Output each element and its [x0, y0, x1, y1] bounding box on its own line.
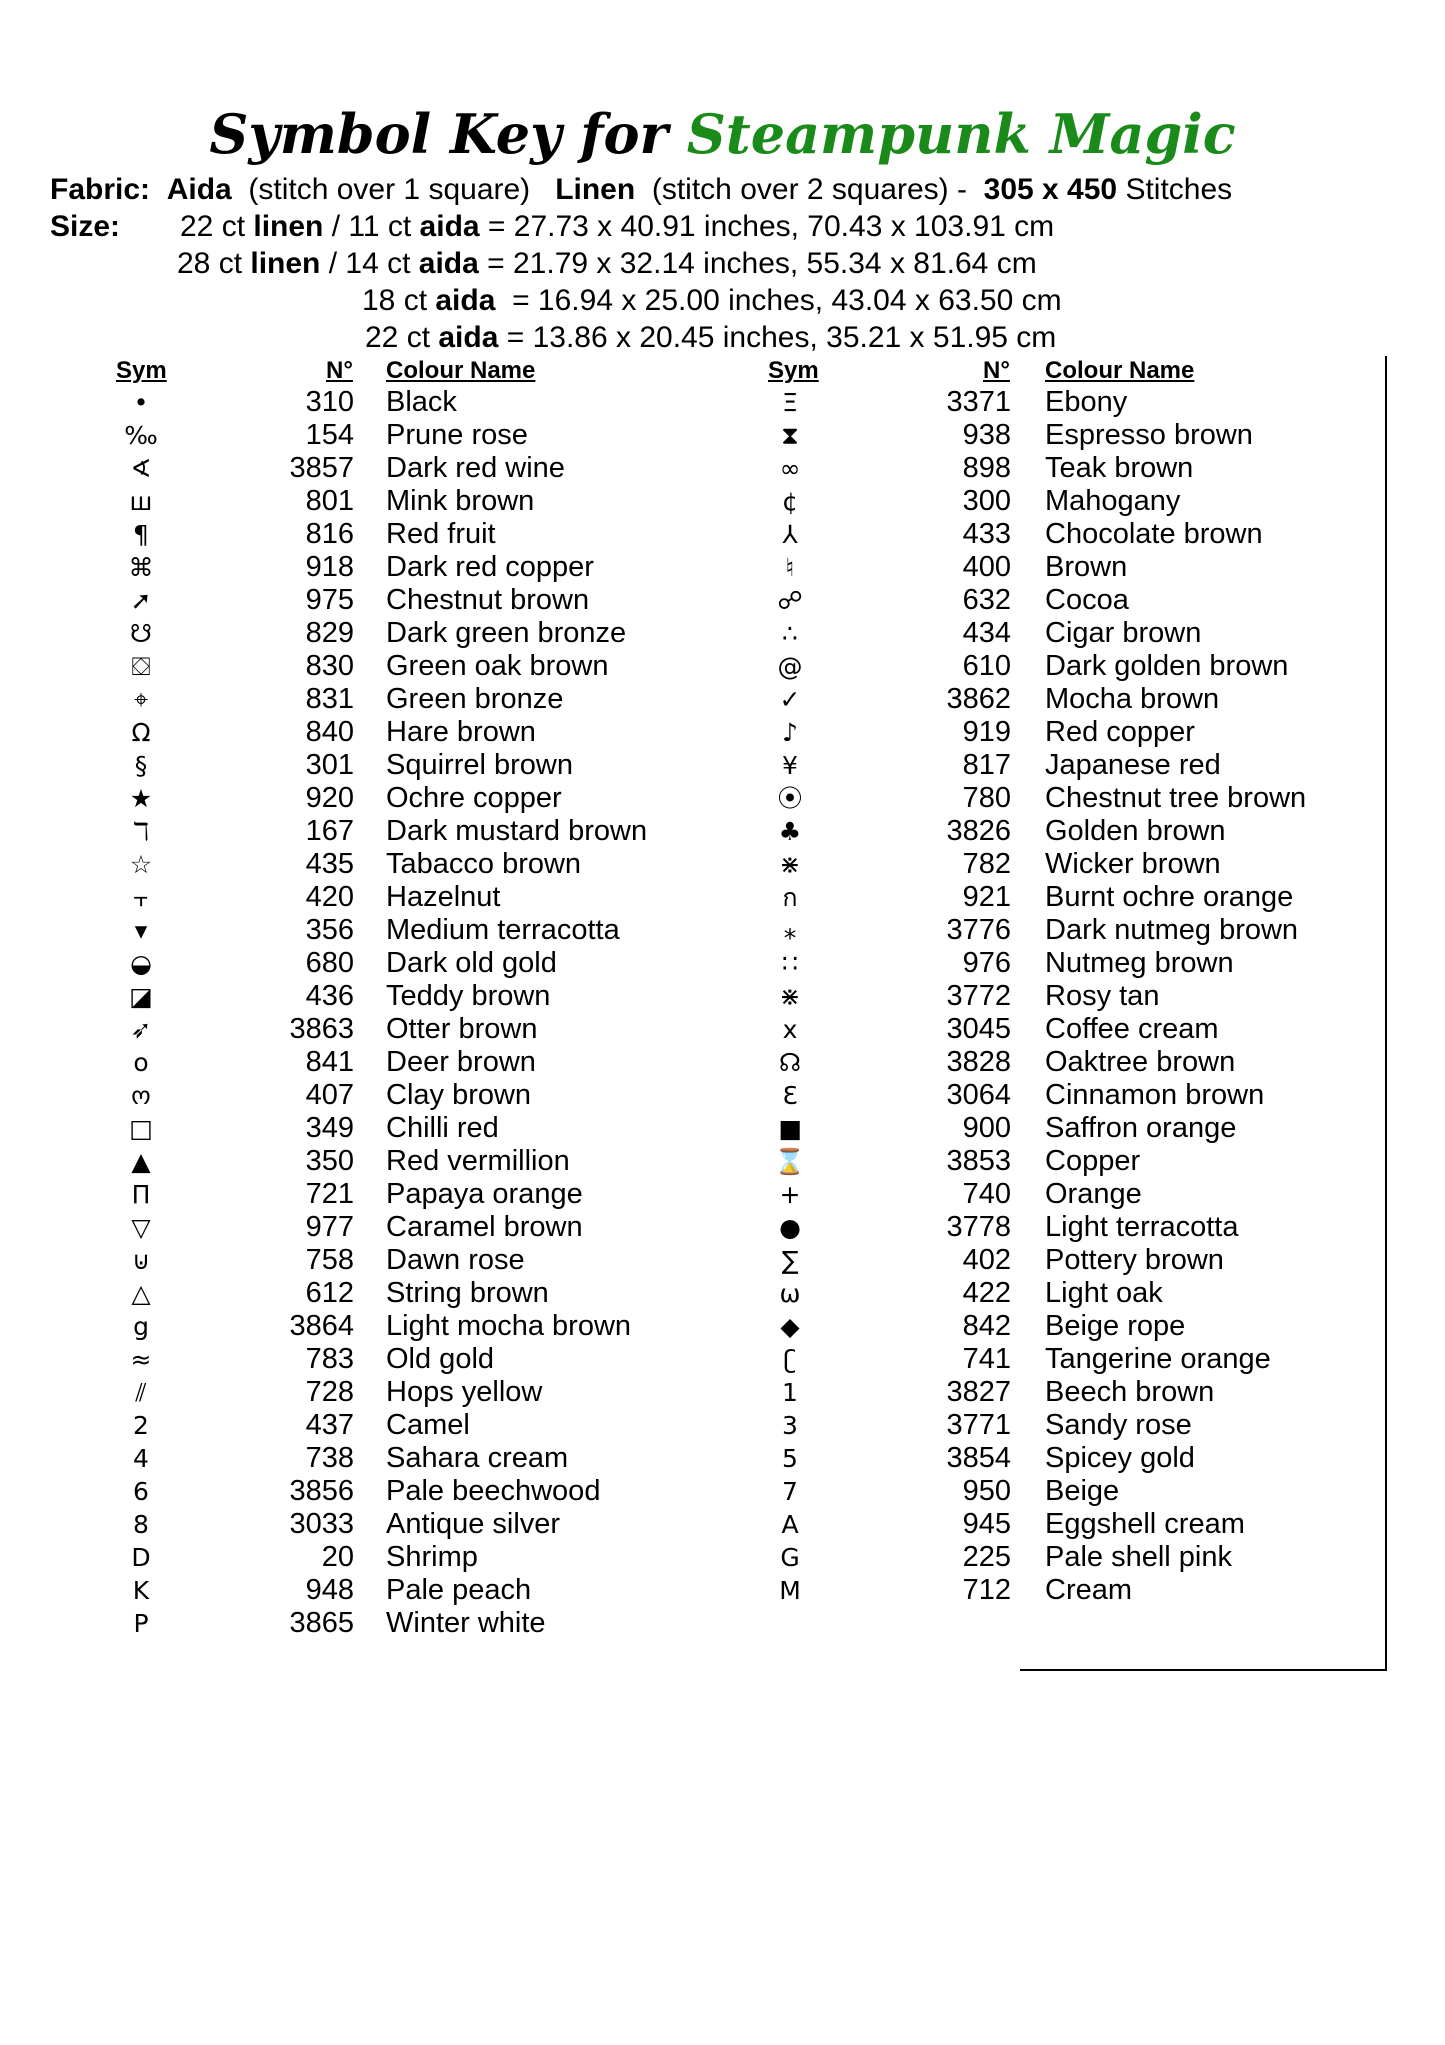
- thread-number: 433: [962, 518, 1011, 550]
- thread-number: 3828: [946, 1046, 1011, 1078]
- thread-number: 831: [305, 683, 354, 715]
- colour-name: Sandy rose: [1045, 1409, 1192, 1441]
- thread-number: 167: [305, 815, 354, 847]
- aida-word: Aida: [166, 173, 232, 206]
- size-line: 18 ct aida = 16.94 x 25.00 inches, 43.04 x 63.50 cm: [362, 284, 1062, 317]
- colour-name: Shrimp: [386, 1541, 478, 1573]
- colour-name: Camel: [386, 1409, 470, 1441]
- colour-name: Eggshell cream: [1045, 1508, 1245, 1540]
- symbol-glyph: ➶: [130, 1015, 152, 1044]
- colour-name: Pale peach: [386, 1574, 532, 1606]
- colour-name: Squirrel brown: [386, 749, 573, 781]
- bottom-border-line: [1020, 1669, 1387, 1671]
- aida-note: (stitch over 1 square): [248, 173, 531, 206]
- thread-number: 841: [305, 1046, 354, 1078]
- thread-number: 921: [962, 881, 1011, 913]
- symbol-glyph: 7: [782, 1477, 798, 1506]
- symbol-glyph: ◆: [780, 1312, 800, 1341]
- colour-name: Beige rope: [1045, 1310, 1186, 1342]
- symbol-glyph: 2: [133, 1411, 149, 1440]
- symbol-glyph: Ξ: [782, 388, 798, 417]
- colour-name: Tangerine orange: [1045, 1343, 1271, 1375]
- symbol-glyph: A: [781, 1510, 799, 1539]
- symbol-glyph: ⋇: [779, 850, 801, 879]
- symbol-glyph: ☋: [129, 619, 153, 648]
- thread-number: 3776: [946, 914, 1011, 946]
- colour-name: Dark red wine: [386, 452, 565, 484]
- colour-name: Light oak: [1045, 1277, 1163, 1309]
- header-name-right: Colour Name: [1045, 357, 1195, 384]
- colour-name: Dark mustard brown: [386, 815, 648, 847]
- thread-number: 830: [305, 650, 354, 682]
- colour-name: Red copper: [1045, 716, 1195, 748]
- colour-name: Copper: [1045, 1145, 1141, 1177]
- symbol-glyph: ■: [778, 1114, 802, 1143]
- header-sym-left: Sym: [116, 357, 167, 384]
- thread-number: 975: [305, 584, 354, 616]
- colour-name: Dark golden brown: [1045, 650, 1289, 682]
- symbol-glyph: ▽: [131, 1213, 151, 1242]
- title-prefix: Symbol Key for: [209, 102, 668, 166]
- symbol-glyph: ▲: [131, 1147, 151, 1176]
- thread-number: 350: [305, 1145, 354, 1177]
- symbol-glyph: ➚: [130, 586, 152, 615]
- symbol-glyph: ⫟: [133, 883, 149, 912]
- thread-number: 3865: [289, 1607, 354, 1639]
- symbol-glyph: 6: [133, 1477, 149, 1506]
- thread-number: 436: [305, 980, 354, 1012]
- symbol-glyph: ⌘: [128, 553, 154, 582]
- thread-number: 740: [962, 1178, 1011, 1210]
- thread-number: 918: [305, 551, 354, 583]
- thread-number: 3853: [946, 1145, 1011, 1177]
- symbol-glyph: G: [780, 1543, 800, 1572]
- size-line: 28 ct linen / 14 ct aida = 21.79 x 32.14 inches, 55.34 x 81.64 cm: [177, 247, 1037, 280]
- colour-name: Caramel brown: [386, 1211, 583, 1243]
- thread-number: 680: [305, 947, 354, 979]
- thread-number: 758: [305, 1244, 354, 1276]
- linen-note: (stitch over 2 squares) -: [651, 173, 967, 206]
- colour-name: Deer brown: [386, 1046, 536, 1078]
- thread-number: 829: [305, 617, 354, 649]
- colour-name: Rosy tan: [1045, 980, 1160, 1012]
- thread-number: 976: [962, 947, 1011, 979]
- symbol-glyph: △: [131, 1279, 151, 1308]
- thread-number: 3864: [289, 1310, 354, 1342]
- thread-number: 356: [305, 914, 354, 946]
- symbol-glyph: ш: [129, 487, 153, 516]
- colour-name: Espresso brown: [1045, 419, 1253, 451]
- symbol-glyph: 1: [782, 1378, 798, 1407]
- colour-name: Dark old gold: [386, 947, 557, 979]
- colour-name: Teak brown: [1045, 452, 1194, 484]
- symbol-glyph: ก: [782, 883, 798, 912]
- thread-number: 801: [305, 485, 354, 517]
- stitch-count: 305 x 450: [983, 173, 1118, 206]
- colour-name: Mahogany: [1045, 485, 1181, 517]
- colour-name: Mocha brown: [1045, 683, 1220, 715]
- thread-number: 920: [305, 782, 354, 814]
- symbol-glyph: Ω: [131, 718, 151, 747]
- colour-name: Light mocha brown: [386, 1310, 632, 1342]
- size-line: 22 ct aida = 13.86 x 20.45 inches, 35.21 x 51.95 cm: [365, 321, 1057, 354]
- symbol-glyph: ∷: [782, 949, 798, 978]
- symbol-glyph: ⧗: [781, 421, 799, 450]
- thread-number: 840: [305, 716, 354, 748]
- thread-number: 3827: [946, 1376, 1011, 1408]
- thread-number: 225: [962, 1541, 1011, 1573]
- colour-name: Medium terracotta: [386, 914, 620, 946]
- colour-name: Chilli red: [386, 1112, 499, 1144]
- thread-number: 632: [962, 584, 1011, 616]
- symbol-glyph: o: [133, 1048, 149, 1077]
- thread-number: 945: [962, 1508, 1011, 1540]
- colour-name: String brown: [386, 1277, 549, 1309]
- fabric-label: Fabric:: [50, 173, 151, 206]
- thread-number: 738: [305, 1442, 354, 1474]
- colour-name: Ochre copper: [386, 782, 562, 814]
- symbol-glyph: 5: [782, 1444, 798, 1473]
- thread-number: 898: [962, 452, 1011, 484]
- thread-number: 610: [962, 650, 1011, 682]
- colour-name: Mink brown: [386, 485, 535, 517]
- thread-number: 437: [305, 1409, 354, 1441]
- thread-number: 154: [305, 419, 354, 451]
- thread-number: 310: [305, 386, 354, 418]
- symbol-glyph: ≈: [130, 1345, 152, 1374]
- colour-name: Saffron orange: [1045, 1112, 1237, 1144]
- thread-number: 20: [321, 1541, 354, 1573]
- thread-number: 402: [962, 1244, 1011, 1276]
- symbol-glyph: 3: [782, 1411, 798, 1440]
- colour-name: Hops yellow: [386, 1376, 543, 1408]
- thread-number: 780: [962, 782, 1011, 814]
- pattern-name: Steampunk Magic: [686, 102, 1236, 166]
- colour-name: Cream: [1045, 1574, 1133, 1606]
- symbol-glyph: ⁎: [783, 916, 797, 945]
- symbol-glyph: ‰: [124, 421, 158, 450]
- colour-name: Beige: [1045, 1475, 1120, 1507]
- page-title: [0, 102, 1445, 166]
- colour-name: Pale beechwood: [386, 1475, 601, 1507]
- colour-name: Pottery brown: [1045, 1244, 1224, 1276]
- symbol-glyph: ∑: [781, 1246, 799, 1275]
- symbol-glyph: ▾: [134, 916, 148, 945]
- colour-name: Hazelnut: [386, 881, 501, 913]
- symbol-glyph: g: [133, 1312, 149, 1341]
- symbol-glyph: ☍: [777, 586, 803, 615]
- thread-number: 938: [962, 419, 1011, 451]
- thread-number: 782: [962, 848, 1011, 880]
- symbol-glyph: x: [782, 1015, 798, 1044]
- colour-name: Spicey gold: [1045, 1442, 1195, 1474]
- colour-name: Hare brown: [386, 716, 536, 748]
- thread-number: 3862: [946, 683, 1011, 715]
- colour-name: Tabacco brown: [386, 848, 582, 880]
- symbol-glyph: 4: [133, 1444, 149, 1473]
- symbol-glyph: ⌖: [133, 685, 149, 714]
- symbol-glyph: ⫽: [135, 1378, 147, 1407]
- symbol-glyph: ⦿: [777, 784, 803, 813]
- symbol-glyph: K: [132, 1576, 150, 1605]
- symbol-glyph: ⅄: [782, 520, 798, 549]
- colour-name: Green oak brown: [386, 650, 609, 682]
- thread-number: 721: [305, 1178, 354, 1210]
- colour-name: Chestnut tree brown: [1045, 782, 1307, 814]
- colour-name: Chestnut brown: [386, 584, 590, 616]
- colour-name: Cocoa: [1045, 584, 1129, 616]
- symbol-glyph: Ɛ: [782, 1081, 798, 1110]
- symbol-glyph: ¥: [782, 751, 798, 780]
- colour-name: Red vermillion: [386, 1145, 570, 1177]
- symbol-glyph: +: [779, 1180, 801, 1209]
- colour-name: Winter white: [386, 1607, 546, 1639]
- colour-name: Teddy brown: [386, 980, 551, 1012]
- thread-number: 977: [305, 1211, 354, 1243]
- thread-number: 816: [305, 518, 354, 550]
- colour-name: Dark green bronze: [386, 617, 627, 649]
- colour-name: Burnt ochre orange: [1045, 881, 1294, 913]
- symbol-glyph: ☆: [129, 850, 153, 879]
- thread-number: 300: [962, 485, 1011, 517]
- size-line: 22 ct linen / 11 ct aida = 27.73 x 40.91 inches, 70.43 x 103.91 cm: [180, 210, 1055, 243]
- linen-word: Linen: [555, 173, 636, 206]
- thread-number: 3771: [946, 1409, 1011, 1441]
- stitch-suffix: Stitches: [1125, 173, 1233, 206]
- symbol-glyph: 8: [133, 1510, 149, 1539]
- thread-number: 435: [305, 848, 354, 880]
- colour-name: Black: [386, 386, 457, 418]
- colour-name: Golden brown: [1045, 815, 1226, 847]
- thread-number: 3856: [289, 1475, 354, 1507]
- header-name-left: Colour Name: [386, 357, 536, 384]
- colour-name: Nutmeg brown: [1045, 947, 1234, 979]
- thread-number: 741: [962, 1343, 1011, 1375]
- symbol-glyph: •: [133, 388, 149, 417]
- header-sym-right: Sym: [768, 357, 819, 384]
- colour-name: Cinnamon brown: [1045, 1079, 1265, 1111]
- colour-name: Dark nutmeg brown: [1045, 914, 1299, 946]
- colour-name: Light terracotta: [1045, 1211, 1239, 1243]
- symbol-glyph: ℸ: [132, 817, 150, 846]
- thread-number: 3778: [946, 1211, 1011, 1243]
- colour-name: Old gold: [386, 1343, 495, 1375]
- symbol-glyph: ♮: [785, 553, 795, 582]
- symbol-glyph: P: [133, 1609, 149, 1638]
- symbol-glyph: ⛋: [131, 652, 151, 681]
- thread-number: 842: [962, 1310, 1011, 1342]
- symbol-glyph: □: [129, 1114, 153, 1143]
- colour-name: Antique silver: [386, 1508, 561, 1540]
- colour-name: Brown: [1045, 551, 1128, 583]
- colour-name: Dark red copper: [386, 551, 594, 583]
- symbol-glyph: ო: [131, 1081, 151, 1110]
- symbol-glyph: ☊: [778, 1048, 802, 1077]
- thread-number: 3064: [946, 1079, 1011, 1111]
- thread-number: 407: [305, 1079, 354, 1111]
- thread-number: 950: [962, 1475, 1011, 1507]
- thread-number: 434: [962, 617, 1011, 649]
- symbol-glyph: §: [134, 751, 148, 780]
- colour-name: Wicker brown: [1045, 848, 1221, 880]
- thread-number: 349: [305, 1112, 354, 1144]
- thread-number: 400: [962, 551, 1011, 583]
- symbol-glyph: ✓: [779, 685, 801, 714]
- symbol-glyph: ω: [779, 1279, 801, 1308]
- symbol-glyph: @: [777, 652, 803, 681]
- colour-name: Japanese red: [1045, 749, 1221, 781]
- symbol-glyph: ¢: [782, 487, 798, 516]
- thread-number: 3371: [946, 386, 1011, 418]
- thread-number: 3857: [289, 452, 354, 484]
- thread-number: 301: [305, 749, 354, 781]
- colour-name: Orange: [1045, 1178, 1142, 1210]
- thread-number: 612: [305, 1277, 354, 1309]
- colour-name: Cigar brown: [1045, 617, 1202, 649]
- thread-number: 712: [962, 1574, 1011, 1606]
- thread-number: 3826: [946, 815, 1011, 847]
- fabric-line: [50, 172, 1232, 208]
- thread-number: 728: [305, 1376, 354, 1408]
- symbol-glyph: ∞: [779, 454, 801, 483]
- thread-number: 3772: [946, 980, 1011, 1012]
- colour-name: Coffee cream: [1045, 1013, 1219, 1045]
- header-num-left: N°: [326, 357, 353, 384]
- symbol-glyph: D: [131, 1543, 151, 1572]
- thread-number: 817: [962, 749, 1011, 781]
- right-border-line: [1385, 356, 1387, 1670]
- thread-number: 783: [305, 1343, 354, 1375]
- symbol-glyph: ⊍: [131, 1246, 151, 1275]
- colour-name: Green bronze: [386, 683, 564, 715]
- thread-number: 3854: [946, 1442, 1011, 1474]
- thread-number: 948: [305, 1574, 354, 1606]
- symbol-glyph: ʗ: [783, 1345, 797, 1374]
- colour-name: Pale shell pink: [1045, 1541, 1232, 1573]
- thread-number: 422: [962, 1277, 1011, 1309]
- colour-name: Ebony: [1045, 386, 1128, 418]
- colour-name: Sahara cream: [386, 1442, 569, 1474]
- symbol-glyph: ◪: [129, 982, 153, 1011]
- symbol-glyph: ♣: [778, 817, 802, 846]
- colour-name: Beech brown: [1045, 1376, 1215, 1408]
- symbol-glyph: ¶: [133, 520, 149, 549]
- thread-number: 3033: [289, 1508, 354, 1540]
- colour-name: Otter brown: [386, 1013, 538, 1045]
- thread-number: 919: [962, 716, 1011, 748]
- colour-name: Prune rose: [386, 419, 528, 451]
- thread-number: 420: [305, 881, 354, 913]
- symbol-glyph: ♪: [782, 718, 798, 747]
- symbol-glyph: ◒: [130, 949, 152, 978]
- symbol-glyph: ●: [779, 1213, 801, 1242]
- colour-name: Oaktree brown: [1045, 1046, 1236, 1078]
- symbol-glyph: ⌛: [774, 1147, 806, 1176]
- colour-name: Papaya orange: [386, 1178, 583, 1210]
- header-num-right: N°: [983, 357, 1010, 384]
- symbol-glyph: Π: [131, 1180, 151, 1209]
- colour-name: Red fruit: [386, 518, 496, 550]
- symbol-glyph: ⋇: [779, 982, 801, 1011]
- thread-number: 900: [962, 1112, 1011, 1144]
- symbol-glyph: ∴: [782, 619, 798, 648]
- symbol-glyph: ∢: [130, 454, 152, 483]
- symbol-glyph: ★: [129, 784, 153, 813]
- size-label: Size:: [50, 210, 121, 243]
- thread-number: 3863: [289, 1013, 354, 1045]
- colour-name: Chocolate brown: [1045, 518, 1263, 550]
- symbol-glyph: M: [779, 1576, 801, 1605]
- colour-name: Clay brown: [386, 1079, 532, 1111]
- thread-number: 3045: [946, 1013, 1011, 1045]
- colour-name: Dawn rose: [386, 1244, 525, 1276]
